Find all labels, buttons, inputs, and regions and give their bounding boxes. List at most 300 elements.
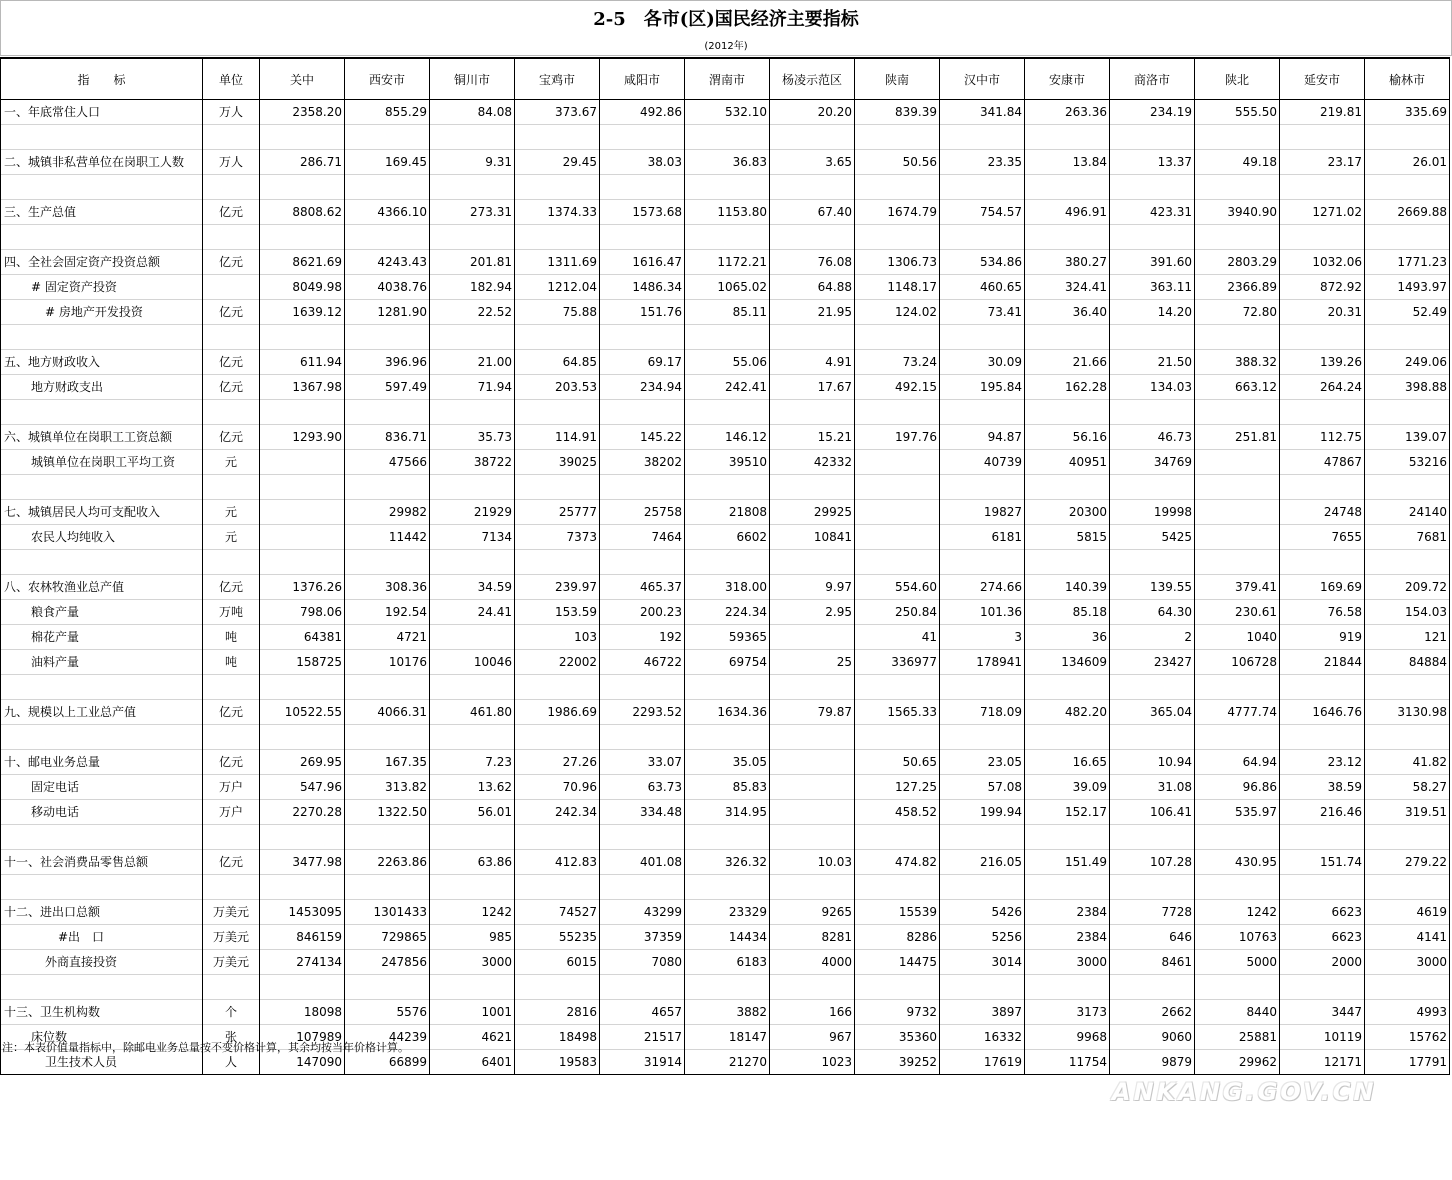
value-cell: 3014: [940, 950, 1025, 975]
unit-cell: [203, 225, 260, 250]
indicator-label: [1, 825, 203, 850]
value-cell: [855, 400, 940, 425]
value-cell: 23.17: [1280, 150, 1365, 175]
value-cell: [430, 675, 515, 700]
value-cell: 269.95: [260, 750, 345, 775]
value-cell: [1195, 825, 1280, 850]
table-row: [1, 975, 1450, 1000]
table-row: [1, 350, 1450, 375]
column-header-region: 渭南市: [685, 58, 770, 100]
table-row: [1, 475, 1450, 500]
value-cell: [1365, 475, 1450, 500]
table-row: [1, 275, 1450, 300]
value-cell: 1616.47: [600, 250, 685, 275]
value-cell: [345, 475, 430, 500]
value-cell: [345, 875, 430, 900]
value-cell: [345, 175, 430, 200]
table-row: [1, 725, 1450, 750]
indicator-label: [1, 675, 203, 700]
value-cell: [685, 825, 770, 850]
value-cell: 18147: [685, 1025, 770, 1050]
table-body: [1, 100, 1450, 1075]
value-cell: [855, 825, 940, 850]
table-row: [1, 200, 1450, 225]
value-cell: [345, 975, 430, 1000]
value-cell: 6623: [1280, 900, 1365, 925]
value-cell: 274.66: [940, 575, 1025, 600]
value-cell: [1365, 125, 1450, 150]
value-cell: 535.97: [1195, 800, 1280, 825]
value-cell: [1110, 125, 1195, 150]
value-cell: [515, 825, 600, 850]
table-row: [1, 575, 1450, 600]
value-cell: 2293.52: [600, 700, 685, 725]
indicator-label: 移动电话: [1, 800, 203, 825]
value-cell: 20.20: [770, 100, 855, 125]
value-cell: [1110, 675, 1195, 700]
indicator-label: 六、城镇单位在岗职工工资总额: [1, 425, 203, 450]
value-cell: 9060: [1110, 1025, 1195, 1050]
value-cell: 1573.68: [600, 200, 685, 225]
value-cell: 318.00: [685, 575, 770, 600]
column-header-unit: 单位: [203, 58, 260, 100]
value-cell: 216.46: [1280, 800, 1365, 825]
table-row: [1, 450, 1450, 475]
value-cell: [940, 825, 1025, 850]
value-cell: 341.84: [940, 100, 1025, 125]
column-header-region: 宝鸡市: [515, 58, 600, 100]
value-cell: [260, 175, 345, 200]
value-cell: 13.37: [1110, 150, 1195, 175]
value-cell: 25: [770, 650, 855, 675]
value-cell: [940, 875, 1025, 900]
value-cell: [515, 975, 600, 1000]
value-cell: 1148.17: [855, 275, 940, 300]
indicator-label: [1, 225, 203, 250]
value-cell: [685, 975, 770, 1000]
value-cell: 663.12: [1195, 375, 1280, 400]
value-cell: [685, 125, 770, 150]
value-cell: 106728: [1195, 650, 1280, 675]
value-cell: [685, 725, 770, 750]
value-cell: [685, 225, 770, 250]
unit-cell: [203, 825, 260, 850]
value-cell: 391.60: [1110, 250, 1195, 275]
value-cell: 38.03: [600, 150, 685, 175]
value-cell: [1365, 175, 1450, 200]
unit-cell: [203, 475, 260, 500]
value-cell: 547.96: [260, 775, 345, 800]
value-cell: 75.88: [515, 300, 600, 325]
value-cell: 1153.80: [685, 200, 770, 225]
value-cell: [1280, 400, 1365, 425]
unit-cell: [203, 125, 260, 150]
value-cell: 21.00: [430, 350, 515, 375]
column-header-indicator: 指 标: [1, 58, 203, 100]
value-cell: 35.73: [430, 425, 515, 450]
value-cell: [855, 450, 940, 475]
value-cell: 64.88: [770, 275, 855, 300]
value-cell: 2263.86: [345, 850, 430, 875]
value-cell: [1365, 225, 1450, 250]
column-header-region: 铜川市: [430, 58, 515, 100]
value-cell: 114.91: [515, 425, 600, 450]
value-cell: [855, 475, 940, 500]
value-cell: 729865: [345, 925, 430, 950]
indicator-label: 十二、进出口总额: [1, 900, 203, 925]
value-cell: 798.06: [260, 600, 345, 625]
value-cell: 3447: [1280, 1000, 1365, 1025]
value-cell: 4621: [430, 1025, 515, 1050]
value-cell: 4000: [770, 950, 855, 975]
value-cell: [430, 125, 515, 150]
value-cell: 482.20: [1025, 700, 1110, 725]
value-cell: [345, 400, 430, 425]
value-cell: 21270: [685, 1050, 770, 1075]
value-cell: 2384: [1025, 925, 1110, 950]
value-cell: 23.05: [940, 750, 1025, 775]
value-cell: 106.41: [1110, 800, 1195, 825]
value-cell: [1110, 325, 1195, 350]
value-cell: [600, 875, 685, 900]
value-cell: 412.83: [515, 850, 600, 875]
value-cell: 56.16: [1025, 425, 1110, 450]
value-cell: 21844: [1280, 650, 1365, 675]
value-cell: 4619: [1365, 900, 1450, 925]
value-cell: 363.11: [1110, 275, 1195, 300]
value-cell: [1280, 550, 1365, 575]
value-cell: [1025, 825, 1110, 850]
value-cell: 1986.69: [515, 700, 600, 725]
column-header-region: 陕北: [1195, 58, 1280, 100]
value-cell: 1565.33: [855, 700, 940, 725]
value-cell: 25881: [1195, 1025, 1280, 1050]
value-cell: 63.73: [600, 775, 685, 800]
indicator-label: #出 口: [1, 925, 203, 950]
table-row: [1, 325, 1450, 350]
table-row: [1, 225, 1450, 250]
value-cell: [940, 725, 1025, 750]
value-cell: 158725: [260, 650, 345, 675]
value-cell: [600, 475, 685, 500]
value-cell: 50.56: [855, 150, 940, 175]
value-cell: [770, 800, 855, 825]
value-cell: [600, 675, 685, 700]
table-row: [1, 125, 1450, 150]
value-cell: 10.94: [1110, 750, 1195, 775]
value-cell: 274134: [260, 950, 345, 975]
value-cell: [770, 675, 855, 700]
value-cell: 4721: [345, 625, 430, 650]
value-cell: 264.24: [1280, 375, 1365, 400]
value-cell: 4038.76: [345, 275, 430, 300]
indicator-label: [1, 725, 203, 750]
unit-cell: 万美元: [203, 925, 260, 950]
value-cell: 7373: [515, 525, 600, 550]
value-cell: 9968: [1025, 1025, 1110, 1050]
value-cell: 314.95: [685, 800, 770, 825]
value-cell: 70.96: [515, 775, 600, 800]
value-cell: 224.34: [685, 600, 770, 625]
value-cell: 22002: [515, 650, 600, 675]
value-cell: [1195, 500, 1280, 525]
value-cell: 19827: [940, 500, 1025, 525]
value-cell: [260, 225, 345, 250]
value-cell: [770, 775, 855, 800]
value-cell: 41.82: [1365, 750, 1450, 775]
unit-cell: [203, 550, 260, 575]
value-cell: 1376.26: [260, 575, 345, 600]
value-cell: [1280, 325, 1365, 350]
value-cell: 8440: [1195, 1000, 1280, 1025]
value-cell: 492.15: [855, 375, 940, 400]
value-cell: 985: [430, 925, 515, 950]
value-cell: [1280, 725, 1365, 750]
indicator-label: # 房地产开发投资: [1, 300, 203, 325]
value-cell: 27.26: [515, 750, 600, 775]
value-cell: 197.76: [855, 425, 940, 450]
value-cell: 4777.74: [1195, 700, 1280, 725]
column-header-region: 咸阳市: [600, 58, 685, 100]
value-cell: 41: [855, 625, 940, 650]
value-cell: [770, 475, 855, 500]
value-cell: [855, 725, 940, 750]
value-cell: 11754: [1025, 1050, 1110, 1075]
value-cell: 169.45: [345, 150, 430, 175]
indicator-label: 农民人均纯收入: [1, 525, 203, 550]
value-cell: 24748: [1280, 500, 1365, 525]
value-cell: 182.94: [430, 275, 515, 300]
value-cell: [940, 225, 1025, 250]
unit-cell: 亿元: [203, 575, 260, 600]
indicator-label: [1, 125, 203, 150]
value-cell: 2: [1110, 625, 1195, 650]
indicator-label: 一、年底常住人口: [1, 100, 203, 125]
indicator-label: 三、生产总值: [1, 200, 203, 225]
value-cell: 22.52: [430, 300, 515, 325]
value-cell: 49.18: [1195, 150, 1280, 175]
value-cell: 12171: [1280, 1050, 1365, 1075]
value-cell: [855, 975, 940, 1000]
table-row: [1, 400, 1450, 425]
value-cell: 10763: [1195, 925, 1280, 950]
value-cell: 38722: [430, 450, 515, 475]
value-cell: 140.39: [1025, 575, 1110, 600]
value-cell: [855, 325, 940, 350]
value-cell: [1280, 225, 1365, 250]
value-cell: 8461: [1110, 950, 1195, 975]
indicator-label: 八、农林牧渔业总产值: [1, 575, 203, 600]
value-cell: 6183: [685, 950, 770, 975]
value-cell: 34.59: [430, 575, 515, 600]
value-cell: 9879: [1110, 1050, 1195, 1075]
value-cell: 247856: [345, 950, 430, 975]
value-cell: 30.09: [940, 350, 1025, 375]
value-cell: [1280, 175, 1365, 200]
value-cell: [600, 400, 685, 425]
value-cell: 4243.43: [345, 250, 430, 275]
value-cell: 121: [1365, 625, 1450, 650]
header-row: [1, 58, 1450, 100]
value-cell: [260, 450, 345, 475]
value-cell: 11442: [345, 525, 430, 550]
value-cell: 39252: [855, 1050, 940, 1075]
table-header: [1, 58, 1450, 100]
value-cell: 9265: [770, 900, 855, 925]
unit-cell: 亿元: [203, 250, 260, 275]
value-cell: [855, 675, 940, 700]
unit-cell: [203, 975, 260, 1000]
value-cell: 839.39: [855, 100, 940, 125]
value-cell: 423.31: [1110, 200, 1195, 225]
value-cell: 24.41: [430, 600, 515, 625]
value-cell: 430.95: [1195, 850, 1280, 875]
value-cell: 5576: [345, 1000, 430, 1025]
value-cell: 1639.12: [260, 300, 345, 325]
indicator-label: [1, 325, 203, 350]
value-cell: 242.41: [685, 375, 770, 400]
value-cell: 31914: [600, 1050, 685, 1075]
value-cell: 967: [770, 1025, 855, 1050]
value-cell: 73.41: [940, 300, 1025, 325]
value-cell: 754.57: [940, 200, 1025, 225]
indicator-table: [0, 57, 1450, 1075]
value-cell: 29962: [1195, 1050, 1280, 1075]
value-cell: 57.08: [940, 775, 1025, 800]
indicator-label: # 固定资产投资: [1, 275, 203, 300]
value-cell: 20300: [1025, 500, 1110, 525]
value-cell: 76.58: [1280, 600, 1365, 625]
indicator-label: [1, 875, 203, 900]
value-cell: 192: [600, 625, 685, 650]
value-cell: [260, 875, 345, 900]
value-cell: 169.69: [1280, 575, 1365, 600]
value-cell: 201.81: [430, 250, 515, 275]
value-cell: [515, 125, 600, 150]
value-cell: 718.09: [940, 700, 1025, 725]
value-cell: 162.28: [1025, 375, 1110, 400]
value-cell: 398.88: [1365, 375, 1450, 400]
value-cell: 35.05: [685, 750, 770, 775]
value-cell: [430, 325, 515, 350]
value-cell: 134.03: [1110, 375, 1195, 400]
value-cell: 38.59: [1280, 775, 1365, 800]
value-cell: 1040: [1195, 625, 1280, 650]
value-cell: [1110, 725, 1195, 750]
value-cell: 38202: [600, 450, 685, 475]
value-cell: [685, 550, 770, 575]
table-row: [1, 675, 1450, 700]
value-cell: 17.67: [770, 375, 855, 400]
table-row: [1, 650, 1450, 675]
value-cell: 7728: [1110, 900, 1195, 925]
unit-cell: 亿元: [203, 700, 260, 725]
value-cell: 9732: [855, 1000, 940, 1025]
value-cell: 96.86: [1195, 775, 1280, 800]
value-cell: [260, 725, 345, 750]
unit-cell: 万美元: [203, 900, 260, 925]
value-cell: [430, 625, 515, 650]
unit-cell: 亿元: [203, 200, 260, 225]
value-cell: 2358.20: [260, 100, 345, 125]
value-cell: 3897: [940, 1000, 1025, 1025]
value-cell: 40739: [940, 450, 1025, 475]
value-cell: [940, 975, 1025, 1000]
value-cell: 15762: [1365, 1025, 1450, 1050]
column-header-region: 榆林市: [1365, 58, 1450, 100]
value-cell: 152.17: [1025, 800, 1110, 825]
value-cell: [600, 975, 685, 1000]
table-row: [1, 925, 1450, 950]
value-cell: [1365, 675, 1450, 700]
unit-cell: 万户: [203, 775, 260, 800]
value-cell: 1032.06: [1280, 250, 1365, 275]
value-cell: 8286: [855, 925, 940, 950]
value-cell: [260, 975, 345, 1000]
value-cell: [855, 125, 940, 150]
value-cell: 263.36: [1025, 100, 1110, 125]
value-cell: [430, 875, 515, 900]
unit-cell: [203, 875, 260, 900]
table-row: [1, 600, 1450, 625]
value-cell: 10046: [430, 650, 515, 675]
value-cell: 127.25: [855, 775, 940, 800]
value-cell: [1365, 825, 1450, 850]
table-title: 2-5 各市(区)国民经济主要指标: [0, 0, 1452, 38]
value-cell: 3130.98: [1365, 700, 1450, 725]
indicator-label: 七、城镇居民人均可支配收入: [1, 500, 203, 525]
column-header-region: 西安市: [345, 58, 430, 100]
value-cell: 219.81: [1280, 100, 1365, 125]
value-cell: 326.32: [685, 850, 770, 875]
value-cell: 63.86: [430, 850, 515, 875]
value-cell: 8621.69: [260, 250, 345, 275]
value-cell: 73.24: [855, 350, 940, 375]
value-cell: [1195, 475, 1280, 500]
value-cell: [770, 225, 855, 250]
value-cell: [260, 400, 345, 425]
value-cell: 336977: [855, 650, 940, 675]
value-cell: 7655: [1280, 525, 1365, 550]
table-row: [1, 175, 1450, 200]
value-cell: 55235: [515, 925, 600, 950]
table-row: [1, 1000, 1450, 1025]
value-cell: [770, 550, 855, 575]
value-cell: [940, 675, 1025, 700]
value-cell: [600, 175, 685, 200]
value-cell: [345, 675, 430, 700]
value-cell: [1025, 125, 1110, 150]
value-cell: 33.07: [600, 750, 685, 775]
site-watermark: ANKANG.GOV.CN: [1112, 1078, 1377, 1106]
value-cell: 13.84: [1025, 150, 1110, 175]
value-cell: [855, 225, 940, 250]
value-cell: [770, 325, 855, 350]
value-cell: [770, 750, 855, 775]
value-cell: 21.50: [1110, 350, 1195, 375]
value-cell: 195.84: [940, 375, 1025, 400]
value-cell: 20.31: [1280, 300, 1365, 325]
value-cell: [1365, 400, 1450, 425]
value-cell: 1646.76: [1280, 700, 1365, 725]
value-cell: 21517: [600, 1025, 685, 1050]
value-cell: [515, 400, 600, 425]
value-cell: [1365, 875, 1450, 900]
table-row: [1, 750, 1450, 775]
value-cell: 1493.97: [1365, 275, 1450, 300]
value-cell: 43299: [600, 900, 685, 925]
value-cell: 200.23: [600, 600, 685, 625]
